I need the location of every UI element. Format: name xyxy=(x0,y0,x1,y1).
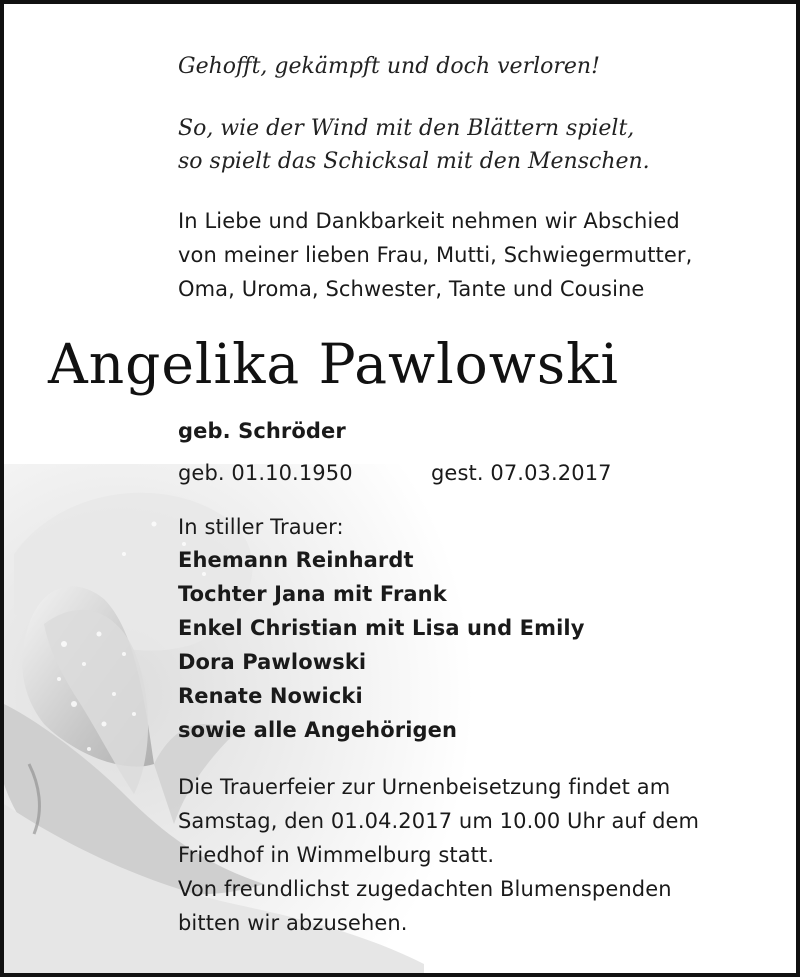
verse-line-2: So, wie der Wind mit den Blättern spielt, xyxy=(178,116,635,141)
mourners-list xyxy=(178,543,584,747)
ceremony-text xyxy=(178,770,699,940)
maiden-name: geb. Schröder xyxy=(178,419,346,443)
ceremony-line: Samstag, den 01.04.2017 um 10.00 Uhr auf dem xyxy=(178,809,700,833)
mourner-name: Ehemann Reinhardt xyxy=(178,548,414,572)
intro-text xyxy=(178,204,692,306)
mourner-name: Enkel Christian mit Lisa und Emily xyxy=(178,616,585,640)
mourner-name: sowie alle Angehörigen xyxy=(178,718,458,742)
ceremony-line: bitten wir abzusehen. xyxy=(178,911,408,935)
death-date: gest. 07.03.2017 xyxy=(431,461,612,485)
ceremony-line: Von freundlichst zugedachten Blumenspenden xyxy=(178,877,672,901)
mourner-name: Dora Pawlowski xyxy=(178,650,367,674)
mourners-heading: In stiller Trauer: xyxy=(178,515,344,539)
intro-line: von meiner lieben Frau, Mutti, Schwiegermutter, xyxy=(178,243,693,267)
mourner-name: Renate Nowicki xyxy=(178,684,363,708)
verse-line-1: Gehofft, gekämpft und doch verloren! xyxy=(178,54,600,79)
ceremony-line: Die Trauerfeier zur Urnenbeisetzung findet am xyxy=(178,775,671,799)
intro-line: Oma, Uroma, Schwester, Tante und Cousine xyxy=(178,277,645,301)
ceremony-line: Friedhof in Wimmelburg statt. xyxy=(178,843,495,867)
verse-line-3: so spielt das Schicksal mit den Menschen. xyxy=(178,149,650,174)
deceased-name: Angelika Pawlowski xyxy=(48,332,620,396)
birth-date: geb. 01.10.1950 xyxy=(178,461,353,485)
intro-line: In Liebe und Dankbarkeit nehmen wir Abschied xyxy=(178,209,680,233)
mourner-name: Tochter Jana mit Frank xyxy=(178,582,447,606)
